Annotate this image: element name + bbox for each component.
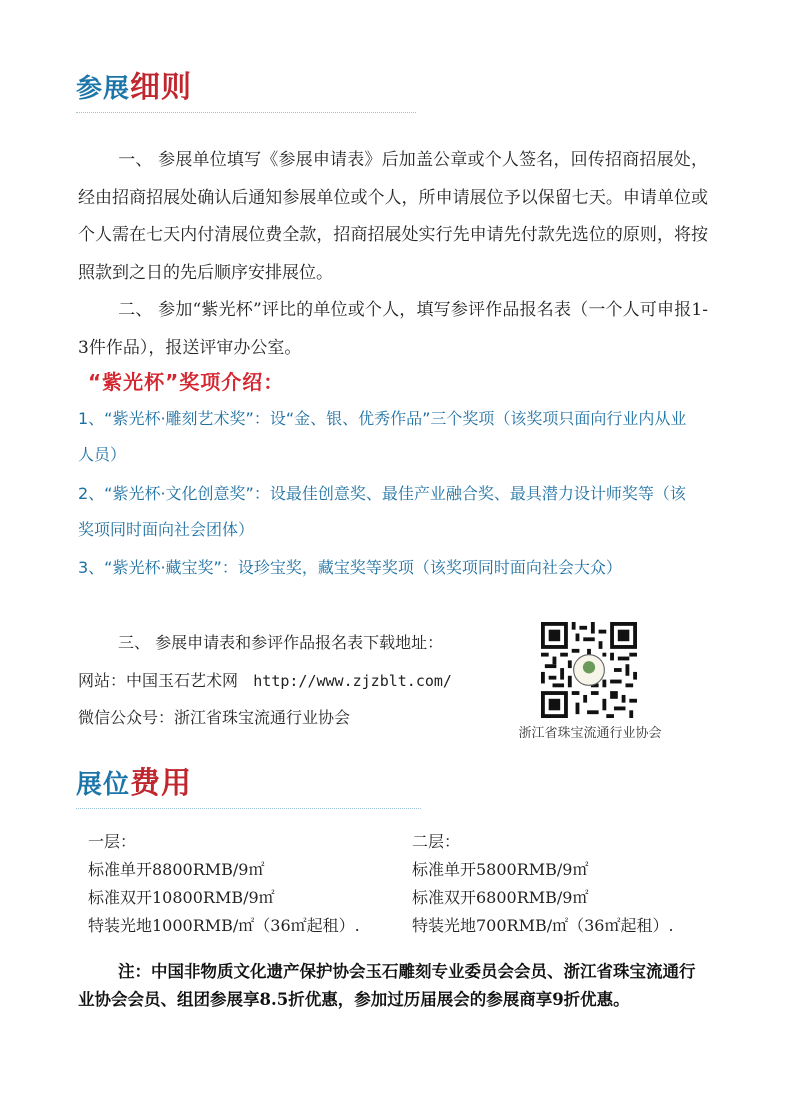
qr-caption: 浙江省珠宝流通行业协会 bbox=[518, 726, 662, 741]
floor-label: 二层： bbox=[412, 832, 461, 851]
rule-text-1: 一、 参展单位填写《参展申请表》后加盖公章或个人签名，回传招商招展处，经由招商招展处确认后通知参展单位或个人，所申请展位予以保留七天。申请单位或个人需在七天内付清展位费全款，招商招展处实行先申请先付款先选位的原则，将按照款到之日的先后顺序安排展位。 bbox=[78, 150, 708, 283]
fee-floor-2 bbox=[412, 828, 674, 940]
website-line bbox=[78, 668, 452, 691]
download-title: 三、 参展申请表和参评作品报名表下载地址： bbox=[118, 633, 444, 652]
fee-item: 特装光地1000RMB/㎡（36㎡起租）. bbox=[88, 916, 360, 935]
award-item-3: 3、“紫光杯·藏宝奖”：设珍宝奖，藏宝奖等奖项（该奖项同时面向社会大众） bbox=[78, 558, 622, 577]
fee-item: 标准单开8800RMB/9㎡ bbox=[88, 860, 265, 879]
awards-title: “紫光杯”奖项介绍： bbox=[88, 370, 285, 394]
fee-item: 标准单开5800RMB/9㎡ bbox=[412, 860, 589, 879]
divider bbox=[76, 112, 416, 113]
website-label: 网站：中国玉石艺术网 bbox=[78, 671, 239, 690]
divider bbox=[76, 808, 421, 809]
section-title-part2: 费用 bbox=[130, 766, 193, 801]
award-item-1: 1、“紫光杯·雕刻艺术奖”：设“金、银、优秀作品”三个奖项（该奖项只面向行业内从业人员） bbox=[78, 409, 687, 464]
qr-code-icon bbox=[541, 622, 637, 718]
rule-paragraph-2 bbox=[78, 292, 708, 367]
fee-item: 标准双开10800RMB/9㎡ bbox=[88, 888, 275, 907]
floor-label: 一层： bbox=[88, 832, 137, 851]
website-link[interactable]: http://www.zjzblt.com/ bbox=[253, 672, 452, 690]
section-title-part1: 参展 bbox=[76, 74, 131, 104]
discount-note bbox=[78, 958, 698, 1014]
fee-floor-1 bbox=[88, 828, 360, 940]
rule-text-2: 二、 参加“紫光杯”评比的单位或个人，填写参评作品报名表（一个人可申报1-3件作品），报送评审办公室。 bbox=[78, 300, 708, 358]
section-title-rules bbox=[76, 62, 192, 106]
fee-item: 标准双开6800RMB/9㎡ bbox=[412, 888, 589, 907]
fee-item: 特装光地700RMB/㎡（36㎡起租）. bbox=[412, 916, 674, 935]
wechat-account: 微信公众号：浙江省珠宝流通行业协会 bbox=[78, 708, 351, 727]
section-title-part1: 展位 bbox=[76, 770, 131, 800]
section-title-fees bbox=[76, 758, 192, 802]
award-item-2: 2、“紫光杯·文化创意奖”：设最佳创意奖、最佳产业融合奖、最具潜力设计师奖等（该奖项同时面向社会团体） bbox=[78, 484, 686, 539]
discount-note-text: 注：中国非物质文化遗产保护协会玉石雕刻专业委员会会员、浙江省珠宝流通行业协会会员、组团参展享8.5折优惠，参加过历届展会的参展商享9折优惠。 bbox=[78, 962, 696, 1009]
rule-paragraph-1 bbox=[78, 142, 708, 292]
section-title-part2: 细则 bbox=[130, 70, 193, 105]
